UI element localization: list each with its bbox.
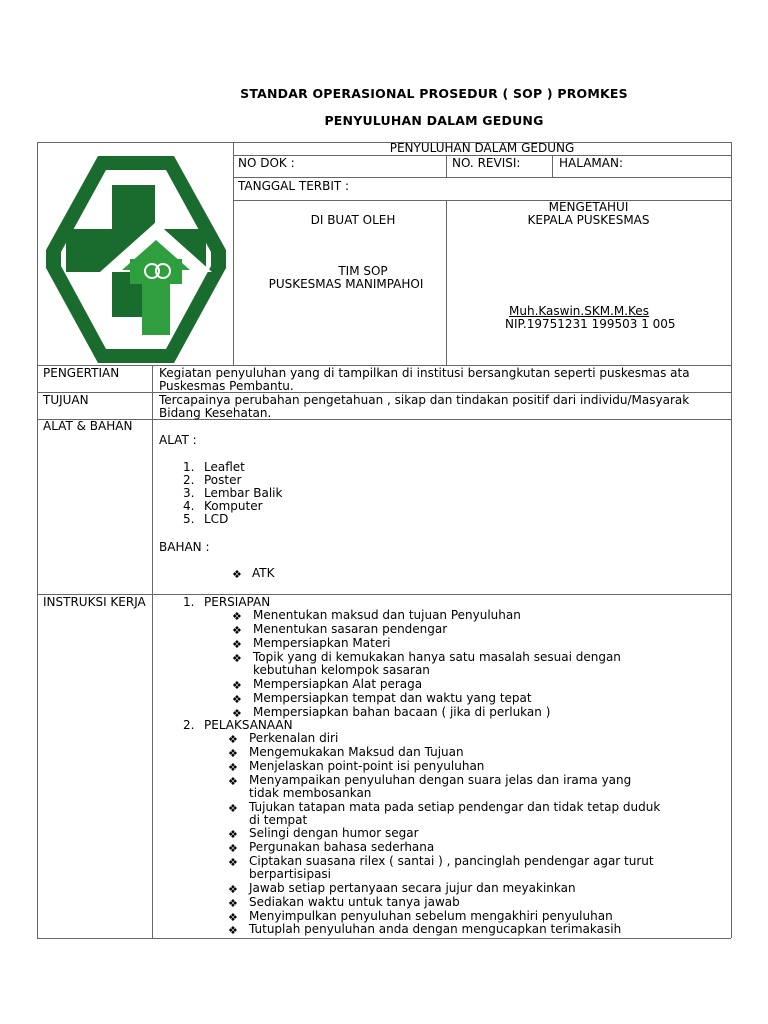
list-item: Sediakan waktu untuk tanya jawab: [249, 895, 460, 909]
diamond-bullet-icon: ❖: [232, 624, 242, 637]
list-item-number: 1.: [183, 460, 195, 474]
tim-sop-label: TIM SOP: [338, 264, 388, 278]
alat-heading: ALAT :: [159, 433, 197, 447]
diamond-bullet-icon: ❖: [228, 897, 238, 910]
list-item-number: 3.: [183, 486, 195, 500]
list-item: Menentukan sasaran pendengar: [253, 622, 448, 636]
tujuan-text-line1: Tercapainya perubahan pengetahuan , sikap dan tindakan positif dari individu/Masyarak: [159, 394, 690, 407]
list-item-number: 4.: [183, 499, 195, 513]
diamond-bullet-icon: ❖: [228, 802, 238, 815]
list-item-continuation: kebutuhan kelompok sasaran: [253, 663, 430, 677]
signer-nip: NIP.19751231 199503 1 005: [505, 317, 676, 331]
list-item: Tujukan tatapan mata pada setiap pendengar dan tidak tetap duduk: [249, 800, 661, 814]
list-item-number: 2.: [183, 473, 195, 487]
list-item-continuation: berpartisipasi: [249, 867, 332, 881]
list-item: LCD: [204, 512, 229, 526]
diamond-bullet-icon: ❖: [228, 924, 238, 937]
diamond-bullet-icon: ❖: [228, 856, 238, 869]
list-item: Leaflet: [204, 460, 245, 474]
list-item: Topik yang di kemukakan hanya satu masalah sesuai dengan: [253, 650, 621, 664]
diamond-bullet-icon: ❖: [228, 747, 238, 760]
list-item: Mempersiapkan Alat peraga: [253, 677, 423, 691]
bahan-heading: BAHAN :: [159, 540, 210, 554]
signer-name: Muh.Kaswin.SKM.M.Kes: [509, 304, 649, 318]
diamond-bullet-icon: ❖: [232, 568, 242, 581]
diamond-bullet-icon: ❖: [228, 911, 238, 924]
diamond-bullet-icon: ❖: [228, 733, 238, 746]
pelaksanaan-heading: PELAKSANAAN: [204, 718, 293, 732]
list-item: Perkenalan diri: [249, 731, 339, 745]
bahan-item: ATK: [252, 566, 275, 580]
list-item: Tutuplah penyuluhan anda dengan mengucapkan terimakasih: [249, 922, 622, 936]
diamond-bullet-icon: ❖: [232, 707, 242, 720]
kepala-label: KEPALA PUSKESMAS: [527, 213, 650, 227]
diamond-bullet-icon: ❖: [232, 638, 242, 651]
tujuan-text-line2: Bidang Kesehatan.: [159, 406, 272, 420]
no-dok-label: NO DOK :: [238, 156, 295, 170]
diamond-bullet-icon: ❖: [232, 693, 242, 706]
list-item: Mengemukakan Maksud dan Tujuan: [249, 745, 464, 759]
alat-bahan-label: ALAT & BAHAN: [43, 419, 133, 433]
diamond-bullet-icon: ❖: [228, 842, 238, 855]
diamond-bullet-icon: ❖: [232, 652, 242, 665]
list-item: Poster: [204, 473, 242, 487]
persiapan-number: 1.: [183, 595, 195, 609]
diamond-bullet-icon: ❖: [228, 775, 238, 788]
pelaksanaan-number: 2.: [183, 718, 195, 732]
list-item-continuation: tidak membosankan: [249, 786, 372, 800]
puskesmas-logo-icon: [42, 152, 230, 367]
diamond-bullet-icon: ❖: [232, 610, 242, 623]
diamond-bullet-icon: ❖: [232, 679, 242, 692]
list-item: Lembar Balik: [204, 486, 283, 500]
document-subtitle: PENYULUHAN DALAM GEDUNG: [324, 113, 544, 128]
pengertian-text-line2: Puskesmas Pembantu.: [159, 379, 294, 393]
tanggal-terbit-label: TANGGAL TERBIT :: [238, 179, 350, 193]
list-item: Mempersiapkan Materi: [253, 636, 391, 650]
list-item: Pergunakan bahasa sederhana: [249, 840, 435, 854]
document-title: STANDAR OPERASIONAL PROSEDUR ( SOP ) PROMKES: [240, 86, 628, 101]
pengertian-label: PENGERTIAN: [43, 366, 120, 380]
list-item: Menjelaskan point-point isi penyuluhan: [249, 759, 485, 773]
list-item: Mempersiapkan bahan bacaan ( jika di perlukan ): [253, 705, 551, 719]
list-item-number: 5.: [183, 512, 195, 526]
list-item: Jawab setiap pertanyaan secara jujur dan meyakinkan: [249, 881, 576, 895]
no-revisi-label: NO. REVISI:: [452, 156, 521, 170]
persiapan-heading: PERSIAPAN: [204, 595, 271, 609]
diamond-bullet-icon: ❖: [228, 883, 238, 896]
header-heading: PENYULUHAN DALAM GEDUNG: [389, 141, 575, 155]
dibuat-oleh-label: DI BUAT OLEH: [310, 213, 396, 227]
diamond-bullet-icon: ❖: [228, 761, 238, 774]
pengertian-text-line1: Kegiatan penyuluhan yang di tampilkan di institusi bersangkutan seperti puskesmas ata: [159, 367, 690, 380]
list-item: Komputer: [204, 499, 263, 513]
list-item: Menyampaikan penyuluhan dengan suara jelas dan irama yang: [249, 773, 632, 787]
list-item: Ciptakan suasana rilex ( santai ) , pancinglah pendengar agar turut: [249, 854, 654, 868]
list-item: Menyimpulkan penyuluhan sebelum mengakhiri penyuluhan: [249, 909, 613, 923]
list-item-continuation: di tempat: [249, 813, 308, 827]
mengetahui-label: MENGETAHUI: [548, 200, 629, 214]
tujuan-label: TUJUAN: [43, 393, 89, 407]
list-item: Mempersiapkan tempat dan waktu yang tepat: [253, 691, 532, 705]
halaman-label: HALAMAN:: [559, 156, 623, 170]
instruksi-label: INSTRUKSI KERJA: [43, 595, 146, 609]
puskesmas-name: PUSKESMAS MANIMPAHOI: [268, 277, 424, 291]
list-item: Menentukan maksud dan tujuan Penyuluhan: [253, 608, 521, 622]
diamond-bullet-icon: ❖: [228, 828, 238, 841]
list-item: Selingi dengan humor segar: [249, 826, 419, 840]
